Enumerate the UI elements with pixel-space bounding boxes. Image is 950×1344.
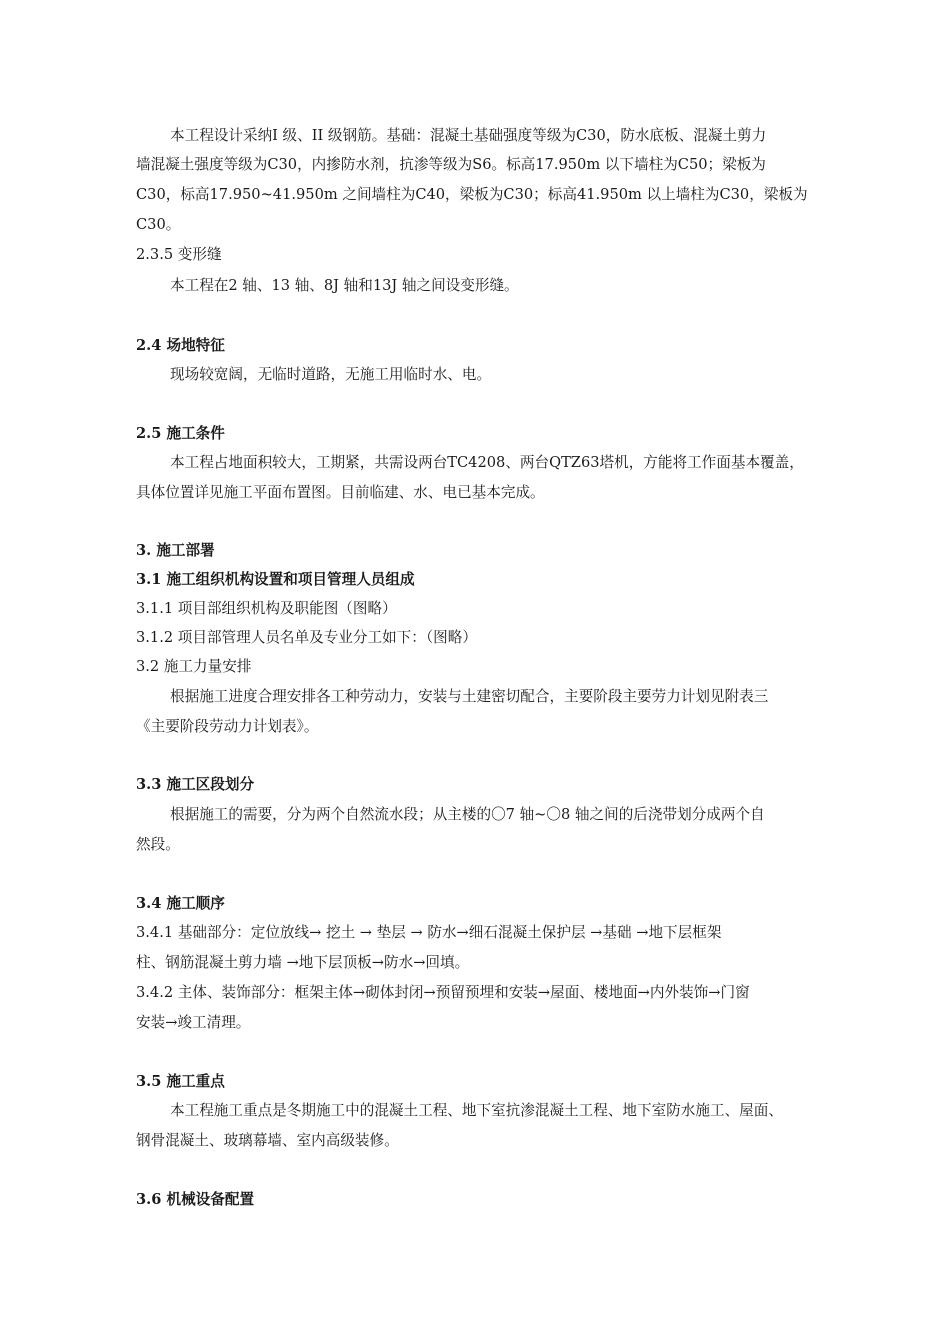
heading-3-1: 3.1 施工组织机构设置和项目管理人员组成: [136, 571, 415, 588]
paragraph-3-4-1-line-2: 柱、钢筋混凝土剪力墙 →地下层顶板→防水→回填。: [136, 954, 470, 971]
paragraph-3-4-2-line-2: 安装→竣工清理。: [136, 1014, 251, 1031]
paragraph-3-3-line-2: 然段。: [136, 836, 180, 853]
heading-3-5: 3.5 施工重点: [136, 1073, 225, 1090]
paragraph-2-5-line-1: 本工程占地面积较大，工期紧，共需设两台TC4208、两台QTZ63塔机，方能将工作面基本覆盖，: [170, 454, 804, 471]
paragraph-3-5-line-1: 本工程施工重点是冬期施工中的混凝土工程、地下室抗渗混凝土工程、地下室防水施工、屋面、: [170, 1102, 783, 1119]
paragraph-3-4-2-line-1: 3.4.2 主体、装饰部分：框架主体→砌体封闭→预留预埋和安装→屋面、楼地面→内外装饰→门窗: [136, 984, 750, 1001]
paragraph-materials-line-3: C30，标高17.950~41.950m 之间墙柱为C40，梁板为C30；标高41.950m 以上墙柱为C30，梁板为: [136, 186, 808, 203]
paragraph-2-5-line-2: 具体位置详见施工平面布置图。目前临建、水、电已基本完成。: [136, 484, 545, 501]
line-3-1-2: 3.1.2 项目部管理人员名单及专业分工如下：（图略）: [136, 629, 477, 646]
heading-3-6: 3.6 机械设备配置: [136, 1191, 255, 1208]
paragraph-3-2-line-2: 《主要阶段劳动力计划表》。: [136, 718, 319, 735]
line-3-1-1: 3.1.1 项目部组织机构及职能图（图略）: [136, 600, 397, 617]
heading-3: 3. 施工部署: [136, 542, 215, 559]
paragraph-3-3-line-1: 根据施工的需要，分为两个自然流水段；从主楼的〇7 轴~〇8 轴之间的后浇带划分成两个自: [170, 806, 765, 823]
paragraph-3-4-1-line-1: 3.4.1 基础部分：定位放线→ 挖土 → 垫层 → 防水→细石混凝土保护层 →基础 →地下层框架: [136, 924, 722, 941]
paragraph-materials-line-2: 墙混凝土强度等级为C30，内掺防水剂，抗渗等级为S6。标高17.950m 以下墙柱为C50；梁板为: [136, 156, 766, 173]
heading-3-3: 3.3 施工区段划分: [136, 776, 255, 793]
paragraph-3-2-line-1: 根据施工进度合理安排各工种劳动力，安装与土建密切配合，主要阶段主要劳力计划见附表三: [170, 688, 769, 705]
heading-3-4: 3.4 施工顺序: [136, 895, 225, 912]
paragraph-2-3-5: 本工程在2 轴、13 轴、8J 轴和13J 轴之间设变形缝。: [170, 277, 519, 294]
paragraph-materials-line-4: C30。: [136, 216, 181, 233]
heading-2-3-5: 2.3.5 变形缝: [136, 246, 222, 263]
heading-3-2: 3.2 施工力量安排: [136, 658, 252, 675]
heading-2-4: 2.4 场地特征: [136, 337, 225, 354]
heading-2-5: 2.5 施工条件: [136, 425, 225, 442]
paragraph-materials-line-1: 本工程设计采纳I 级、II 级钢筋。基础：混凝土基础强度等级为C30，防水底板、混凝土剪力: [170, 127, 767, 144]
paragraph-3-5-line-2: 钢骨混凝土、玻璃幕墙、室内高级装修。: [136, 1132, 399, 1149]
paragraph-2-4: 现场较宽阔，无临时道路，无施工用临时水、电。: [170, 366, 492, 383]
